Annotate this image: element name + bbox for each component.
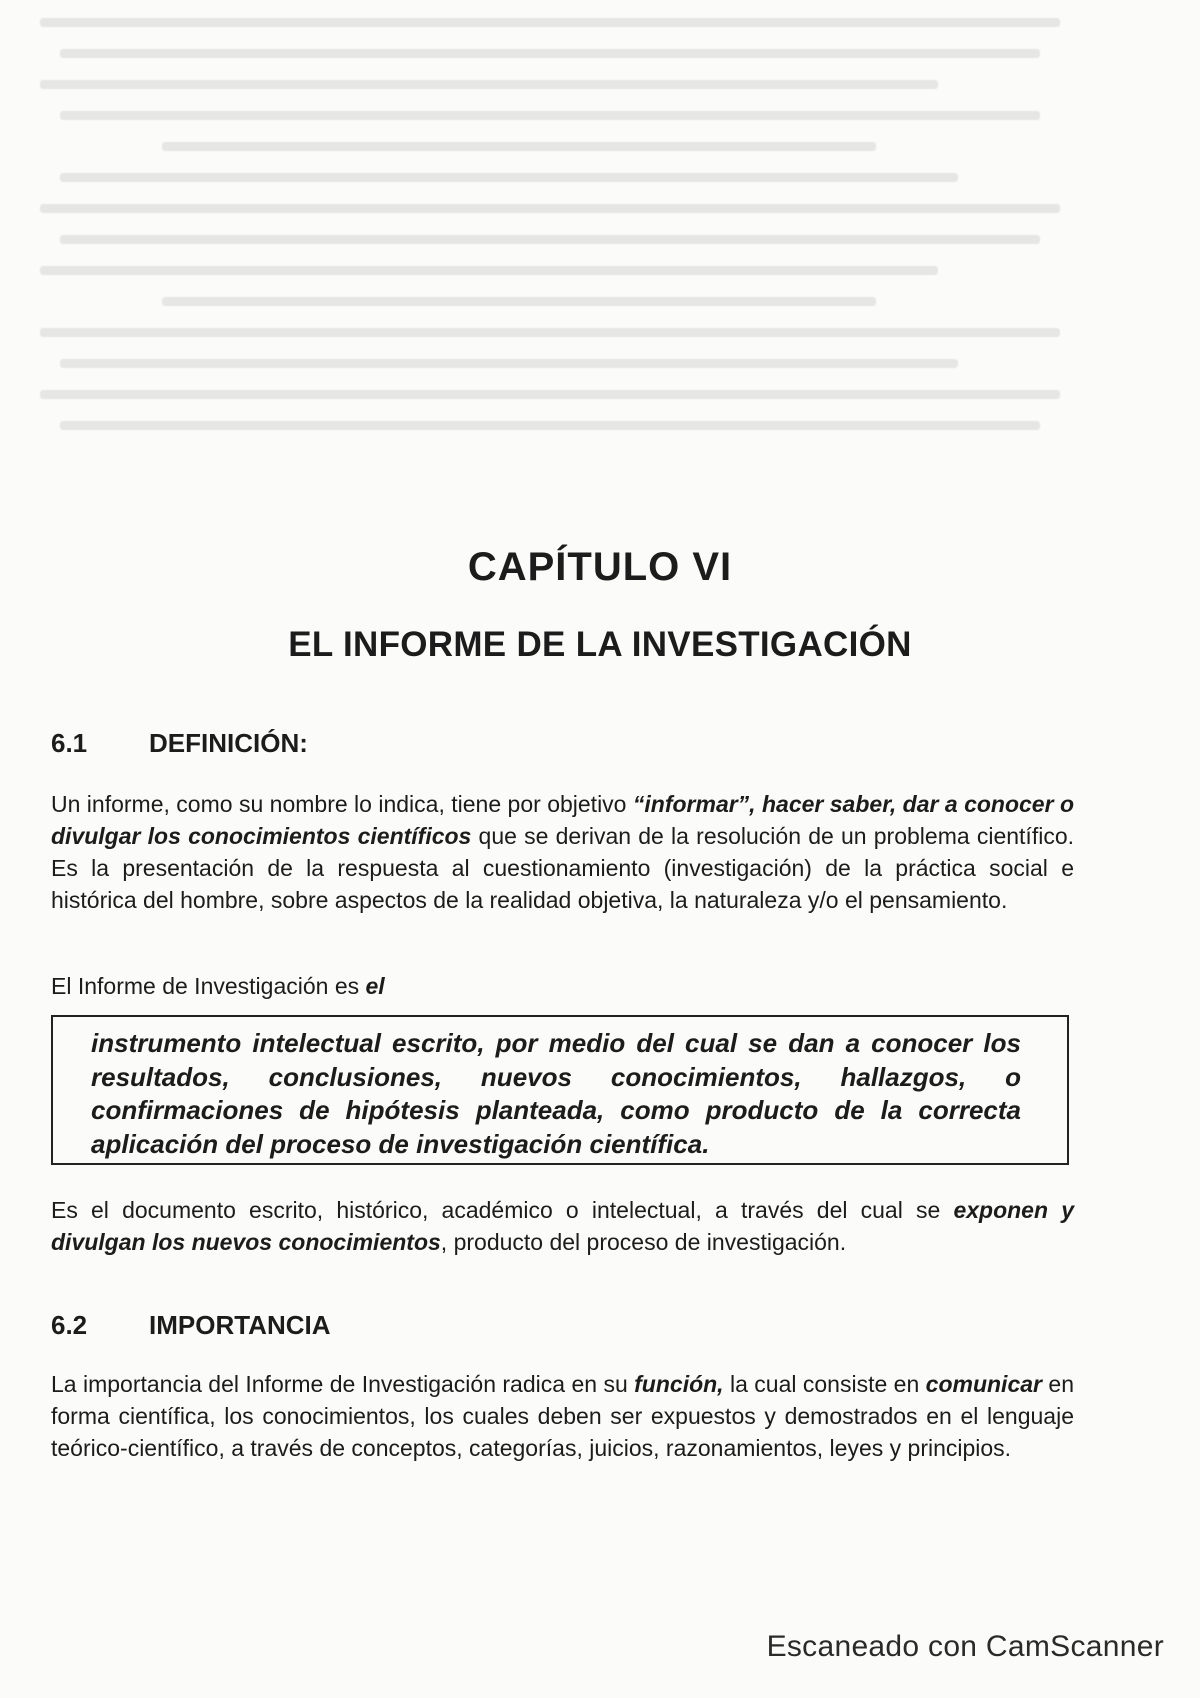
text-run: , producto del proceso de investigación. bbox=[440, 1229, 847, 1255]
section-heading-definicion bbox=[51, 728, 308, 759]
chapter-number: CAPÍTULO VI bbox=[467, 545, 733, 589]
definition-paragraph bbox=[51, 788, 1074, 916]
text-run: Es el documento escrito, histórico, académico o intelectual, a través del cual se bbox=[51, 1197, 954, 1223]
emphasis-text: exponen y divulgan los nuevos conocimientos bbox=[51, 1197, 1074, 1255]
text-run: la cual consiste en bbox=[723, 1371, 926, 1397]
section-heading-importancia bbox=[51, 1310, 331, 1341]
emphasis-text: función, bbox=[634, 1371, 724, 1397]
importance-paragraph bbox=[51, 1368, 1074, 1464]
section-title: DEFINICIÓN: bbox=[149, 728, 308, 758]
text-run: Un informe, como su nombre lo indica, tiene por objetivo bbox=[51, 791, 633, 817]
text-run: El Informe de Investigación es bbox=[51, 973, 366, 999]
emphasis-text: “informar”, hacer saber, dar a conocer o divulgar los conocimientos científicos bbox=[51, 791, 1075, 849]
definition-box bbox=[51, 1015, 1069, 1165]
camscanner-watermark: Escaneado con CamScanner bbox=[766, 1630, 1164, 1663]
text-run: La importancia del Informe de Investigación radica en su bbox=[51, 1371, 635, 1397]
chapter-title: EL INFORME DE LA INVESTIGACIÓN bbox=[288, 625, 912, 664]
bleed-through-text bbox=[40, 18, 1060, 458]
section-number: 6.2 bbox=[51, 1310, 88, 1340]
definition-box-text: instrumento intelectual escrito, por medio del cual se dan a conocer los resultados, conclusiones, nuevos conocimientos, hallazgos, o confirmaciones de hipótesis planteada, como producto de la correcta aplicación del proceso de investigación científica. bbox=[91, 1028, 1021, 1159]
text-run: en forma científica, los conocimientos, los cuales deben ser expuestos y demostrados en el lenguaje teórico-científico, a través de conceptos, categorías, juicios, razonamientos, leyes y principios. bbox=[51, 1371, 1074, 1461]
emphasis-text: comunicar bbox=[925, 1371, 1042, 1397]
text-run: que se derivan de la resolución de un problema científico. Es la presentación de la respuesta al cuestionamiento (investigación) de la práctica social e histórica del hombre, sobre aspectos de la realidad objetiva, la naturaleza y/o el pensamiento. bbox=[51, 823, 1075, 913]
section-title: IMPORTANCIA bbox=[149, 1310, 331, 1340]
intro-line bbox=[51, 970, 1074, 1002]
section-number: 6.1 bbox=[51, 728, 88, 758]
emphasis-text: el bbox=[365, 973, 385, 999]
document-paragraph bbox=[51, 1194, 1074, 1258]
